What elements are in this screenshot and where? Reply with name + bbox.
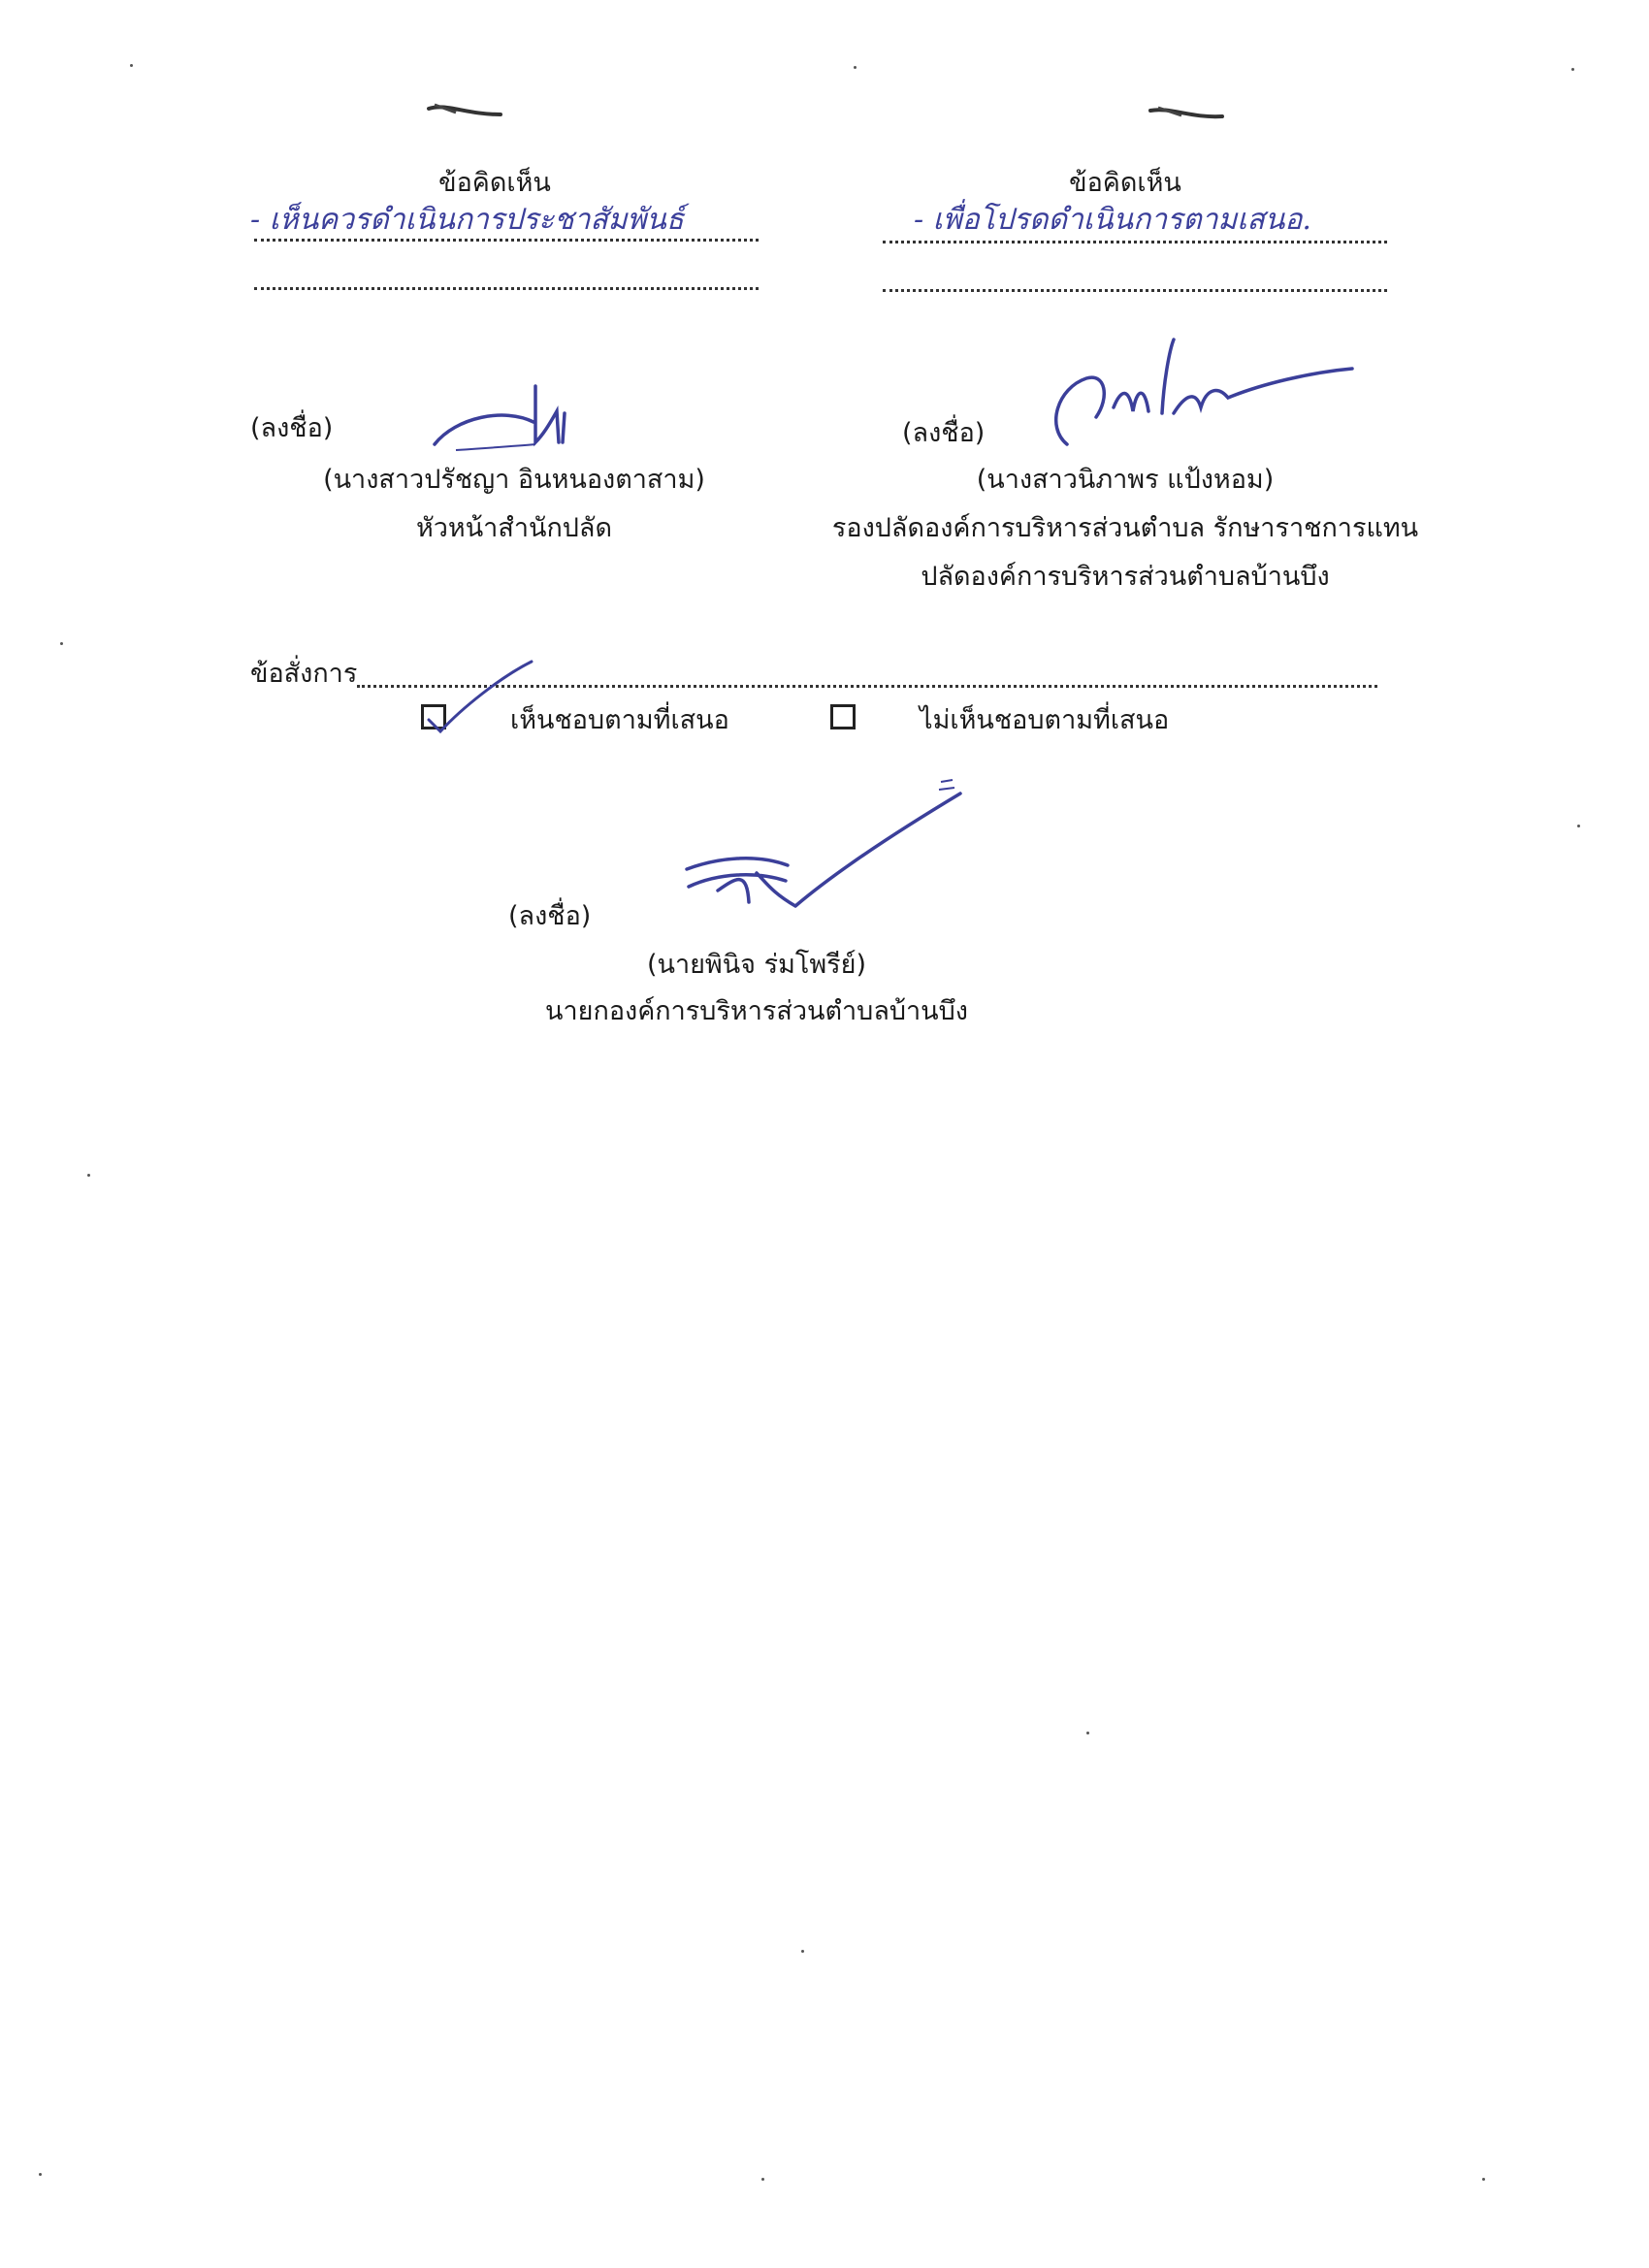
right-comment-line-1 [883, 241, 1387, 243]
agree-label: เห็นชอบตามที่เสนอ [510, 705, 729, 735]
right-signer-title-line1: รองปลัดองค์การบริหารส่วนตำบล รักษาราชการแทน [831, 513, 1419, 543]
left-handwritten-comment: - เห็นควรดำเนินการประชาสัมพันธ์ [250, 203, 685, 237]
bottom-sign-label: (ลงชื่อ) [508, 901, 592, 931]
left-comment-line-2 [254, 287, 759, 290]
scan-speck [1482, 2178, 1485, 2181]
scan-speck [1577, 825, 1580, 827]
scan-speck [130, 64, 133, 67]
scan-speck [39, 2173, 42, 2176]
staple-mark-right [1148, 105, 1226, 124]
right-handwritten-comment: - เพื่อโปรดดำเนินการตามเสนอ. [914, 203, 1311, 237]
scan-speck [1086, 1732, 1089, 1734]
bottom-signer-name: (นายพินิจ ร่มโพรีย์) [646, 950, 867, 980]
scan-speck [801, 1950, 804, 1953]
disagree-label: ไม่เห็นชอบตามที่เสนอ [920, 705, 1170, 735]
right-signer-name: (นางสาวนิภาพร แป้งหอม) [976, 465, 1275, 495]
bottom-signature [679, 776, 970, 931]
right-signer-title-line2: ปลัดองค์การบริหารส่วนตำบลบ้านบึง [921, 562, 1330, 592]
bottom-signer-title: นายกองค์การบริหารส่วนตำบลบ้านบึง [545, 996, 968, 1026]
left-signature [427, 378, 582, 456]
scan-speck [87, 1174, 90, 1177]
scan-speck [1571, 68, 1574, 71]
order-label: ข้อสั่งการ [250, 659, 358, 689]
left-signer-name: (นางสาวปรัชญา อินหนองตาสาม) [323, 465, 705, 495]
right-comment-heading: ข้อคิดเห็น [1069, 168, 1181, 198]
left-comment-heading: ข้อคิดเห็น [438, 168, 551, 198]
scan-speck [761, 2178, 764, 2181]
right-sign-label: (ลงชื่อ) [902, 418, 986, 448]
staple-mark-left [427, 101, 504, 120]
right-signature [1028, 330, 1358, 456]
scan-speck [60, 642, 63, 645]
right-comment-line-2 [883, 289, 1387, 292]
disagree-checkbox[interactable] [830, 704, 856, 729]
left-signer-title: หัวหน้าสำนักปลัด [415, 513, 613, 543]
scan-speck [854, 66, 857, 69]
left-comment-line-1 [254, 239, 759, 242]
left-sign-label: (ลงชื่อ) [250, 413, 334, 443]
